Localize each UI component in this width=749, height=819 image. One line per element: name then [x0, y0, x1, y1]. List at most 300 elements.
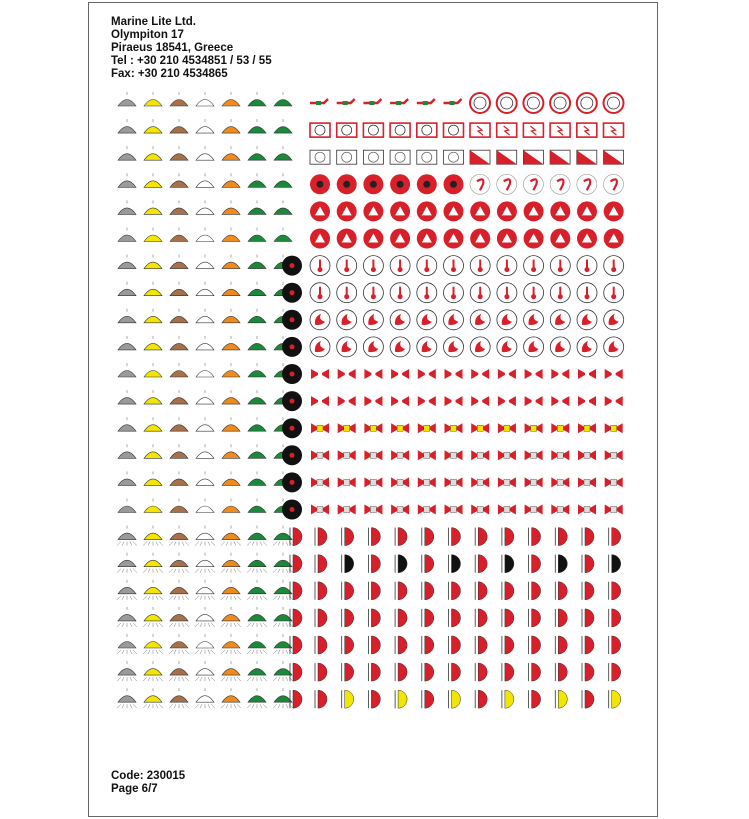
thermometer-icon [310, 283, 330, 303]
thermometer-icon [363, 283, 383, 303]
half-dome-icon [555, 690, 567, 708]
lamp-symbol-icon [118, 309, 136, 323]
circle-g-icon [497, 93, 517, 113]
lamp-symbol-icon [195, 526, 215, 546]
lamp-symbol-icon [118, 92, 136, 106]
horn-icon [391, 369, 409, 379]
hook-icon [577, 174, 597, 194]
lamp-symbol-icon [248, 146, 266, 160]
lamp-symbol-icon [118, 228, 136, 242]
lamp-symbol-icon [222, 471, 240, 485]
lamp-symbol-icon [248, 499, 266, 513]
flame-icon [310, 337, 330, 357]
thermometer-icon [444, 256, 464, 276]
lamp-symbol-icon [118, 390, 136, 404]
horn-icon [551, 423, 569, 433]
lamp-symbol-icon [170, 119, 188, 133]
flame-icon [390, 310, 410, 330]
lamp-symbol-icon [170, 444, 188, 458]
half-dome-icon [422, 609, 434, 627]
half-dome-icon [422, 663, 434, 681]
flame-icon [417, 337, 437, 357]
black-disc-icon [282, 445, 302, 465]
horn-icon [525, 369, 543, 379]
red-disc-icon [363, 174, 383, 194]
lamp-symbol-icon [196, 309, 214, 323]
lamp-symbol-icon [118, 471, 136, 485]
half-dome-icon [342, 582, 354, 600]
lamp-symbol-icon [196, 471, 214, 485]
thermometer-icon [524, 283, 544, 303]
frame-icon [497, 123, 517, 137]
horn-icon [551, 450, 569, 460]
lamp-symbol-icon [170, 390, 188, 404]
horn-icon [578, 369, 596, 379]
lamp-symbol-icon [196, 499, 214, 513]
triangle-disc-icon [337, 201, 357, 221]
lamp-symbol-icon [117, 580, 137, 600]
lamp-symbol-icon [117, 607, 137, 627]
lamp-symbol-icon [196, 200, 214, 214]
lamp-symbol-icon [143, 607, 163, 627]
horn-icon [498, 477, 516, 487]
half-dome-icon [290, 663, 302, 681]
half-dome-icon [395, 555, 407, 573]
horn-icon [471, 369, 489, 379]
lamp-symbol-icon [274, 200, 292, 214]
lamp-symbol-icon [222, 417, 240, 431]
lamp-symbol-icon [117, 661, 137, 681]
product-code: Code: 230015 [111, 770, 186, 782]
flame-icon [524, 337, 544, 357]
lamp-symbol-icon [196, 146, 214, 160]
flame-icon [550, 337, 570, 357]
half-dome-icon [529, 609, 541, 627]
half-dome-icon [290, 528, 302, 546]
horn-icon [364, 423, 382, 433]
half-dome-icon [395, 663, 407, 681]
pipe-icon [337, 99, 355, 105]
lamp-symbol-icon [169, 634, 189, 654]
horn-icon [364, 396, 382, 406]
telephone: Tel : +30 210 4534851 / 53 / 55 [111, 55, 272, 67]
frame-icon [390, 123, 410, 137]
lamp-symbol-icon [117, 634, 137, 654]
thermometer-icon [577, 256, 597, 276]
lamp-symbol-icon [170, 336, 188, 350]
horn-icon [418, 369, 436, 379]
half-dome-icon [529, 663, 541, 681]
half-dome-icon [315, 528, 327, 546]
frame-icon [417, 123, 437, 137]
lamp-symbol-icon [247, 553, 267, 573]
box-icon [550, 150, 570, 164]
lamp-symbol-icon [144, 228, 162, 242]
lamp-symbol-icon [169, 580, 189, 600]
fax: Fax: +30 210 4534865 [111, 68, 228, 80]
flame-icon [497, 310, 517, 330]
lamp-symbol-icon [117, 688, 137, 708]
half-dome-icon [342, 636, 354, 654]
horn-icon [445, 396, 463, 406]
lamp-symbol-icon [248, 309, 266, 323]
half-dome-icon [582, 609, 594, 627]
half-dome-icon [502, 528, 514, 546]
lamp-symbol-icon [118, 200, 136, 214]
circle-g-icon [577, 93, 597, 113]
horn-icon [471, 423, 489, 433]
frame-icon [310, 123, 330, 137]
half-dome-icon [449, 663, 461, 681]
flame-icon [310, 310, 330, 330]
lamp-symbol-icon [143, 688, 163, 708]
lamp-symbol-icon [170, 499, 188, 513]
lamp-symbol-icon [274, 146, 292, 160]
lamp-symbol-icon [118, 444, 136, 458]
horn-icon [605, 423, 623, 433]
lamp-symbol-icon [274, 173, 292, 187]
horn-icon [551, 396, 569, 406]
horn-icon [311, 423, 329, 433]
lamp-symbol-icon [196, 255, 214, 269]
horn-icon [525, 477, 543, 487]
triangle-disc-icon [417, 201, 437, 221]
lamp-symbol-icon [248, 228, 266, 242]
lamp-symbol-icon [274, 119, 292, 133]
circle-g-icon [523, 93, 543, 113]
triangle-disc-icon [444, 229, 464, 249]
red-disc-icon [390, 174, 410, 194]
box-icon [444, 150, 464, 164]
lamp-symbol-icon [169, 688, 189, 708]
pipe-icon [390, 99, 408, 105]
horn-icon [471, 396, 489, 406]
lamp-symbol-icon [196, 417, 214, 431]
horn-icon [525, 423, 543, 433]
hook-icon [550, 174, 570, 194]
half-dome-icon [449, 582, 461, 600]
lamp-symbol-icon [222, 282, 240, 296]
half-dome-icon [422, 555, 434, 573]
horn-icon [391, 423, 409, 433]
half-dome-icon [475, 636, 487, 654]
lamp-symbol-icon [221, 526, 241, 546]
half-dome-icon [368, 690, 380, 708]
horn-icon [338, 477, 356, 487]
half-dome-icon [609, 528, 621, 546]
horn-icon [418, 396, 436, 406]
lamp-symbol-icon [143, 526, 163, 546]
half-dome-icon [582, 663, 594, 681]
triangle-disc-icon [363, 201, 383, 221]
lamp-symbol-icon [144, 417, 162, 431]
horn-icon [391, 396, 409, 406]
half-dome-icon [555, 609, 567, 627]
triangle-disc-icon [497, 201, 517, 221]
thermometer-icon [417, 256, 437, 276]
half-dome-icon [609, 663, 621, 681]
half-dome-icon [449, 528, 461, 546]
lamp-symbol-icon [118, 417, 136, 431]
lamp-symbol-icon [247, 580, 267, 600]
horn-icon [605, 369, 623, 379]
lamp-symbol-icon [144, 309, 162, 323]
lamp-symbol-icon [144, 255, 162, 269]
flame-icon [363, 310, 383, 330]
half-dome-icon [395, 690, 407, 708]
horn-icon [311, 396, 329, 406]
horn-icon [311, 369, 329, 379]
half-dome-icon [395, 636, 407, 654]
hook-icon [604, 174, 624, 194]
half-dome-icon [422, 582, 434, 600]
horn-icon [418, 450, 436, 460]
half-dome-icon [502, 690, 514, 708]
lamp-symbol-icon [170, 200, 188, 214]
flame-icon [497, 337, 517, 357]
lamp-symbol-icon [274, 92, 292, 106]
horn-icon [445, 423, 463, 433]
lamp-symbol-icon [117, 553, 137, 573]
thermometer-icon [550, 256, 570, 276]
flame-icon [363, 337, 383, 357]
frame-icon [337, 123, 357, 137]
half-dome-icon [529, 690, 541, 708]
red-disc-icon [337, 174, 357, 194]
thermometer-icon [444, 283, 464, 303]
horn-icon [551, 477, 569, 487]
lamp-symbol-icon [248, 119, 266, 133]
half-dome-icon [290, 555, 302, 573]
lamp-symbol-icon [248, 336, 266, 350]
half-dome-icon [368, 582, 380, 600]
lamp-symbol-icon [143, 661, 163, 681]
lamp-symbol-icon [118, 282, 136, 296]
horn-icon [605, 477, 623, 487]
lamp-symbol-icon [144, 499, 162, 513]
horn-icon [445, 369, 463, 379]
half-dome-icon [290, 609, 302, 627]
half-dome-icon [422, 690, 434, 708]
half-dome-icon [315, 663, 327, 681]
thermometer-icon [310, 256, 330, 276]
pipe-icon [363, 99, 381, 105]
lamp-symbol-icon [221, 607, 241, 627]
horn-icon [498, 369, 516, 379]
pipe-icon [310, 99, 328, 105]
lamp-symbol-icon [248, 390, 266, 404]
half-dome-icon [555, 528, 567, 546]
lamp-symbol-icon [170, 471, 188, 485]
half-dome-icon [582, 555, 594, 573]
lamp-symbol-icon [144, 336, 162, 350]
half-dome-icon [529, 555, 541, 573]
half-dome-icon [342, 609, 354, 627]
lamp-symbol-icon [169, 526, 189, 546]
triangle-disc-icon [310, 201, 330, 221]
lamp-symbol-icon [195, 607, 215, 627]
flame-icon [444, 337, 464, 357]
half-dome-icon [449, 555, 461, 573]
lamp-symbol-icon [170, 146, 188, 160]
black-disc-icon [282, 418, 302, 438]
lamp-symbol-icon [144, 471, 162, 485]
lamp-symbol-icon [221, 553, 241, 573]
half-dome-icon [555, 582, 567, 600]
flame-icon [524, 310, 544, 330]
half-dome-icon [582, 582, 594, 600]
lamp-symbol-icon [144, 390, 162, 404]
thermometer-icon [577, 283, 597, 303]
half-dome-icon [475, 528, 487, 546]
lamp-symbol-icon [117, 526, 137, 546]
half-dome-icon [290, 582, 302, 600]
half-dome-icon [368, 636, 380, 654]
frame-icon [470, 123, 490, 137]
horn-icon [364, 450, 382, 460]
frame-icon [577, 123, 597, 137]
flame-icon [577, 310, 597, 330]
horn-icon [418, 477, 436, 487]
lamp-symbol-icon [196, 119, 214, 133]
triangle-disc-icon [337, 229, 357, 249]
lamp-symbol-icon [221, 634, 241, 654]
thermometer-icon [604, 283, 624, 303]
triangle-disc-icon [470, 201, 490, 221]
lamp-symbol-icon [222, 363, 240, 377]
lamp-symbol-icon [221, 580, 241, 600]
horn-icon [471, 477, 489, 487]
half-dome-icon [502, 663, 514, 681]
half-dome-icon [555, 663, 567, 681]
lamp-symbol-icon [144, 200, 162, 214]
lamp-symbol-icon [118, 255, 136, 269]
company-name: Marine Lite Ltd. [111, 16, 196, 28]
lamp-symbol-icon [118, 336, 136, 350]
page-number: Page 6/7 [111, 783, 158, 795]
triangle-disc-icon [577, 229, 597, 249]
lamp-symbol-icon [248, 363, 266, 377]
half-dome-icon [315, 555, 327, 573]
lamp-symbol-icon [144, 92, 162, 106]
horn-icon [338, 505, 356, 515]
lamp-symbol-icon [118, 499, 136, 513]
lamp-symbol-icon [143, 634, 163, 654]
horn-icon [498, 505, 516, 515]
city-address: Piraeus 18541, Greece [111, 42, 234, 54]
lamp-symbol-icon [221, 688, 241, 708]
lamp-symbol-icon [248, 444, 266, 458]
triangle-disc-icon [604, 229, 624, 249]
half-dome-icon [475, 555, 487, 573]
half-dome-icon [582, 690, 594, 708]
lamp-symbol-icon [196, 336, 214, 350]
half-dome-icon [555, 636, 567, 654]
lamp-symbol-icon [196, 444, 214, 458]
lamp-symbol-icon [222, 309, 240, 323]
half-dome-icon [315, 609, 327, 627]
lamp-symbol-icon [144, 363, 162, 377]
horn-icon [578, 450, 596, 460]
lamp-symbol-icon [118, 146, 136, 160]
half-dome-icon [290, 636, 302, 654]
lamp-symbol-icon [144, 173, 162, 187]
thermometer-icon [497, 283, 517, 303]
lamp-symbol-icon [170, 363, 188, 377]
horn-icon [498, 450, 516, 460]
frame-icon [523, 123, 543, 137]
lamp-symbol-icon [274, 228, 292, 242]
triangle-disc-icon [604, 201, 624, 221]
thermometer-icon [390, 256, 410, 276]
half-dome-icon [502, 582, 514, 600]
thermometer-icon [470, 256, 490, 276]
flame-icon [444, 310, 464, 330]
pipe-icon [417, 99, 435, 105]
lamp-symbol-icon [195, 580, 215, 600]
half-dome-icon [475, 690, 487, 708]
flame-icon [337, 337, 357, 357]
box-icon [417, 150, 437, 164]
horn-icon [418, 505, 436, 515]
lamp-symbol-icon [196, 173, 214, 187]
black-disc-icon [282, 500, 302, 520]
horn-icon [364, 477, 382, 487]
horn-icon [525, 396, 543, 406]
half-dome-icon [368, 609, 380, 627]
lamp-symbol-icon [222, 173, 240, 187]
horn-icon [391, 450, 409, 460]
lamp-symbol-icon [248, 173, 266, 187]
lamp-symbol-icon [169, 661, 189, 681]
horn-icon [311, 450, 329, 460]
lamp-symbol-icon [118, 173, 136, 187]
lamp-symbol-icon [143, 553, 163, 573]
horn-icon [364, 369, 382, 379]
triangle-disc-icon [390, 201, 410, 221]
pipe-icon [444, 99, 462, 105]
triangle-disc-icon [390, 229, 410, 249]
lamp-symbol-icon [222, 390, 240, 404]
box-icon [363, 150, 383, 164]
thermometer-icon [604, 256, 624, 276]
triangle-disc-icon [310, 229, 330, 249]
half-dome-icon [475, 663, 487, 681]
thermometer-icon [390, 283, 410, 303]
horn-icon [338, 396, 356, 406]
lamp-symbol-icon [170, 309, 188, 323]
box-icon [604, 150, 624, 164]
half-dome-icon [315, 582, 327, 600]
triangle-disc-icon [550, 229, 570, 249]
horn-icon [578, 423, 596, 433]
lamp-symbol-icon [144, 146, 162, 160]
horn-icon [605, 396, 623, 406]
horn-icon [605, 450, 623, 460]
half-dome-icon [502, 609, 514, 627]
half-dome-icon [529, 636, 541, 654]
horn-icon [525, 450, 543, 460]
red-disc-icon [417, 174, 437, 194]
triangle-disc-icon [363, 229, 383, 249]
half-dome-icon [449, 636, 461, 654]
lamp-symbol-icon [248, 255, 266, 269]
half-dome-icon [315, 690, 327, 708]
triangle-disc-icon [497, 229, 517, 249]
lamp-symbol-icon [170, 255, 188, 269]
flame-icon [417, 310, 437, 330]
triangle-disc-icon [524, 201, 544, 221]
